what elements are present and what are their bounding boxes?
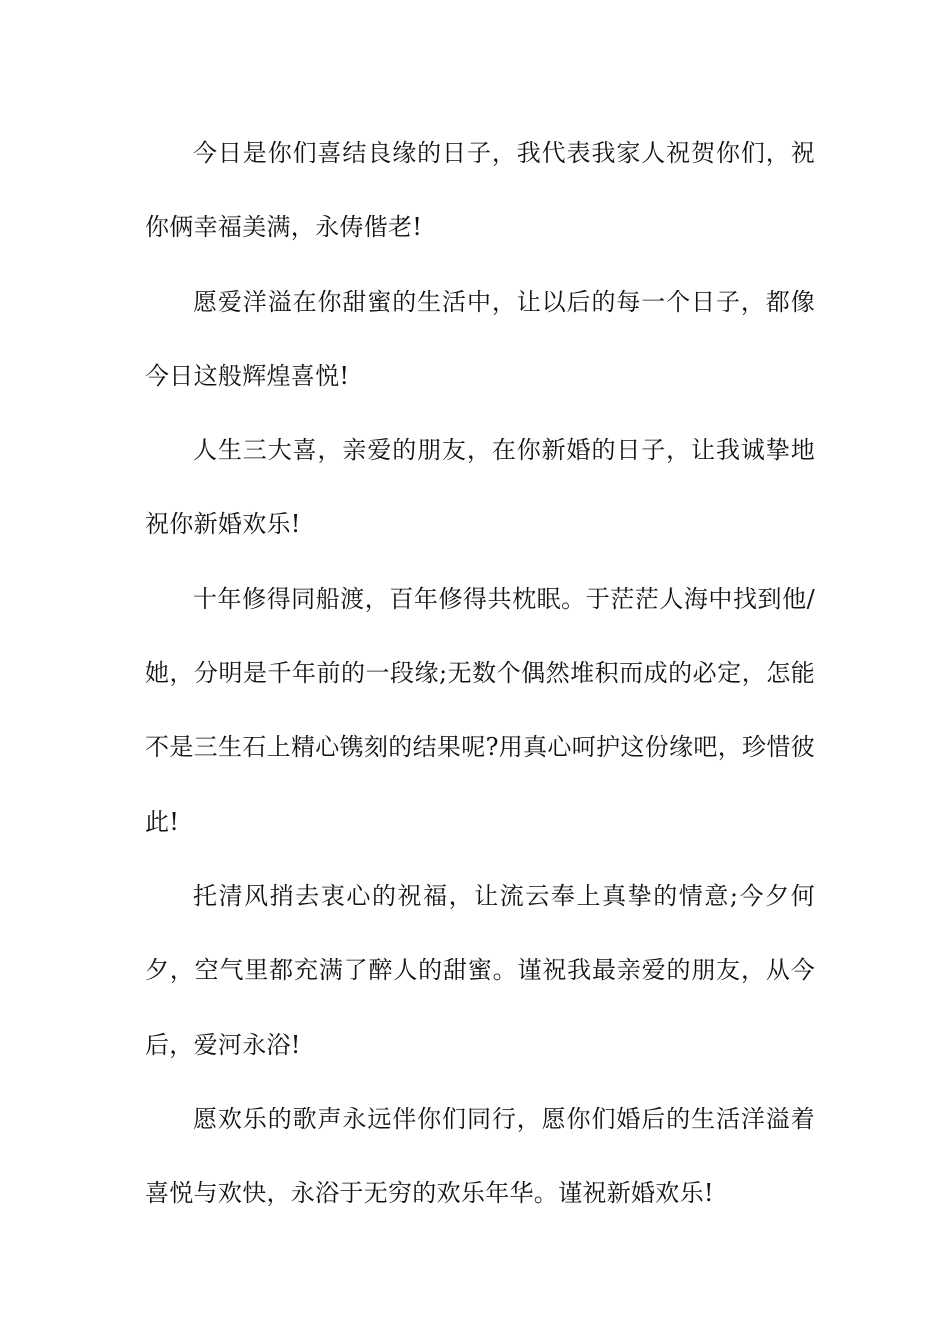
paragraph-6: 愿欢乐的歌声永远伴你们同行，愿你们婚后的生活洋溢着喜悦与欢快，永浴于无穷的欢乐年华。谨祝新婚欢乐! [145, 1104, 815, 1208]
paragraph-2: 愿爱洋溢在你甜蜜的生活中，让以后的每一个日子，都像今日这般辉煌喜悦! [145, 287, 815, 390]
paragraph-4: 十年修得同船渡，百年修得共枕眠。于茫茫人海中找到他/她，分明是千年前的一段缘;无数个偶然堆积而成的必定，怎能不是三生石上精心镌刻的结果呢?用真心呵护这份缘吧，珍惜彼此! [145, 584, 815, 836]
paragraph-5: 托清风捎去衷心的祝福，让流云奉上真挚的情意;今夕何夕，空气里都充满了醉人的甜蜜。谨祝我最亲爱的朋友，从今后，爱河永浴! [145, 881, 815, 1059]
paragraph-3: 人生三大喜，亲爱的朋友，在你新婚的日子，让我诚挚地祝你新婚欢乐! [145, 436, 815, 539]
paragraph-1: 今日是你们喜结良缘的日子，我代表我家人祝贺你们，祝你俩幸福美满，永俦偕老! [145, 139, 815, 242]
document-body [145, 116, 815, 1230]
